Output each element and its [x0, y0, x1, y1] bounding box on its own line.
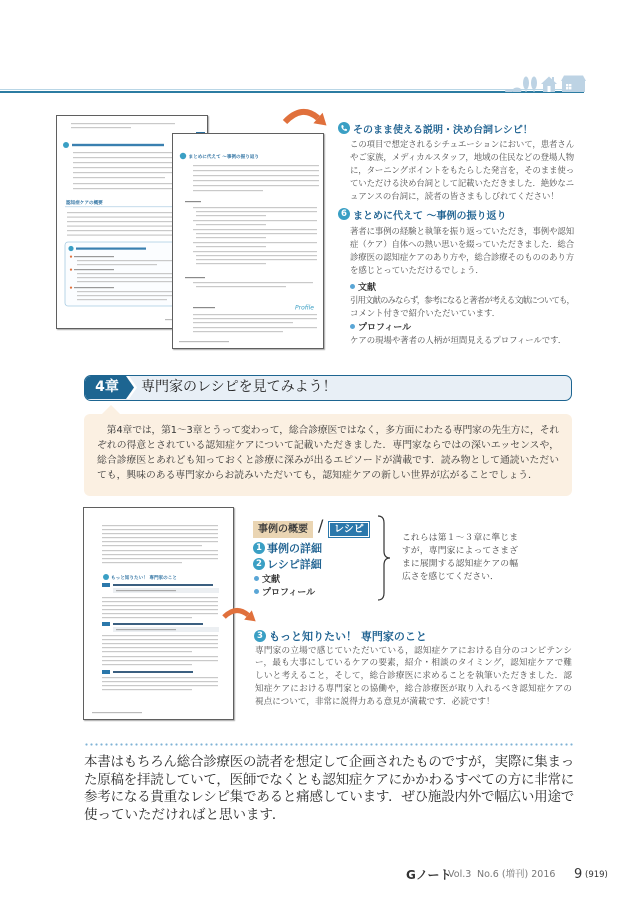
thumbnail-text-line: [196, 233, 317, 234]
thumbnail-text-line: [116, 629, 176, 630]
thumbnail-text-line: [193, 175, 319, 176]
thumbnail-text-line: [193, 180, 319, 181]
thumbnail-text-line: [102, 554, 218, 555]
structure-note: [402, 532, 518, 584]
thumbnail-text-line: [185, 277, 205, 278]
thumbnail-text-line: [102, 525, 218, 526]
summary-description-line: 著者に事例の経験と執筆を振り返っていただき，事例や認知: [350, 225, 574, 236]
bullet-dot-icon: [350, 324, 355, 329]
structure-bullet-profile: [254, 586, 315, 597]
thumbnail-question-bar: [113, 671, 193, 673]
thumbnail-text-line: [74, 256, 114, 257]
chapter-intro: [97, 423, 559, 483]
summary-description-line: を感じとっていただけるでしょう．: [350, 264, 484, 275]
structure-item-recipe-detail: [253, 557, 322, 571]
thumbnail-text-line: [102, 558, 218, 559]
thumbnail-text-line: [102, 609, 218, 610]
circled-number-icon: 1: [253, 542, 265, 554]
thumbnail-text-line: [77, 281, 177, 282]
arrow-body: [285, 112, 318, 122]
thumbnail-text-line: [102, 562, 182, 563]
thumbnail-text-line: [102, 541, 218, 542]
structure-note-line: まに展開する認知症ケアの幅: [402, 558, 518, 569]
closing-paragraph: [84, 754, 574, 824]
structure-bullet-label: 文献: [262, 575, 281, 585]
thumbnail-text-line: [102, 617, 192, 618]
curly-brace: [376, 515, 392, 601]
thumbnail-text-line: [193, 229, 317, 230]
bullet-dot-icon: [254, 589, 259, 594]
thumbnail-text-line: [193, 185, 319, 186]
thumbnail-text-line: [102, 550, 218, 551]
thumbnail-text-line: [102, 613, 218, 614]
thumbnail-text-line: [102, 605, 218, 606]
thumbnail-bullet: [70, 269, 72, 271]
structure-item-label: 事例の詳細: [267, 542, 322, 555]
recipe-description-line: に，ターニングポイントをもたらした発言を，そのまま使っ: [350, 164, 574, 175]
chapter-title: 専門家のレシピを見てみよう！: [141, 379, 337, 395]
thumbnail-text-line: [193, 165, 319, 166]
header-rule-light: [0, 89, 584, 90]
dotted-divider: [84, 743, 574, 746]
thumbnail-text-line: [196, 263, 266, 264]
circled-number-icon: 2: [253, 558, 265, 570]
references-bullet: [350, 281, 376, 292]
chapter-number: 4章: [95, 379, 119, 395]
thumbnail-text-line: [73, 177, 165, 178]
expert-description-line: 専門家の立場で感じていただいている，認知症ケアにおける自分のコンピテンシ: [255, 645, 572, 656]
thumbnail-text-line: [102, 685, 218, 686]
thumbnail-text-line: [102, 533, 218, 534]
thumbnail-text-line: [193, 220, 317, 221]
profile-title: プロフィール: [358, 323, 412, 333]
header-rule: [0, 91, 584, 93]
thumbnail-question-bar: [113, 584, 213, 586]
thumbnail-subheading: 認知症ケアの概要: [66, 201, 103, 206]
thumbnail-profile-label: Profile: [295, 304, 314, 312]
thumbnail-text-line: [102, 681, 218, 682]
thumbnail-text-line: [196, 246, 266, 247]
thumbnail-text-line: [116, 590, 176, 591]
expert-description: [255, 645, 572, 709]
thumbnail-text-line: [102, 639, 218, 640]
closing-line: 参考になる貴重なレシピ集であると痛感しています．ぜひ施設内外で幅広い用途で: [84, 789, 574, 805]
thumbnail-text-line: [193, 251, 317, 252]
thumbnail-text-line: [196, 211, 317, 212]
thumbnail-heading-bar: [72, 144, 164, 146]
thumbnail-text-line: [196, 286, 286, 287]
page-thumbnail-expert: [83, 507, 234, 720]
thumbnail-text-line: [102, 643, 218, 644]
journal-volume: Vol.3: [448, 869, 472, 880]
chapter-intro-line: 総合診療医とあれども知っておくと診療に深みが出るエピソードが満載です．読み物として通読いただい: [97, 454, 559, 466]
thumbnail-question-tag: [102, 583, 110, 587]
thumbnail-section-icon: [68, 246, 73, 251]
expert-heading: [254, 629, 427, 643]
structure-note-line: これらは第１～３章に準じま: [402, 532, 518, 543]
curved-arrow-icon: [280, 104, 336, 134]
thumbnail-text-line: [92, 712, 142, 713]
thumbnail-text-line: [193, 314, 317, 315]
structure-item-label: レシピ詳細: [267, 558, 322, 571]
chapter-header: [84, 375, 572, 401]
thumbnail-page-content: [84, 508, 233, 719]
thumbnail-heading-bar: [76, 248, 146, 250]
thumbnail-text-line: [196, 224, 266, 225]
thumbnail-section-icon: [63, 142, 69, 148]
thumbnail-text-line: [196, 255, 317, 256]
expert-title: もっと知りたい！ 専門家のこと: [269, 630, 427, 643]
expert-description-line: しいと考えること，そして，総合診療医に求めることを執筆いただきました．認: [255, 671, 572, 682]
expert-description-line: 視点について，非常に説得力ある意見が満載です．必読です！: [255, 696, 495, 707]
thumbnail-bullet: [70, 256, 72, 258]
profile-description: [350, 334, 574, 347]
summary-description: [350, 225, 574, 277]
thumbnail-text-line: [179, 341, 229, 342]
thumbnail-text-line: [102, 545, 202, 546]
summary-description-line: 症（ケア）自体への熱い思いを綴っていただきました．総合: [350, 238, 574, 249]
thumbnail-text-line: [193, 207, 317, 208]
structure-item-case-detail: [253, 541, 322, 555]
recipe-description-line: ュアンスの台詞に，読者の皆さまもしびれてください！: [350, 190, 559, 201]
thumbnail-text-line: [102, 635, 218, 636]
thumbnail-text-line: [193, 242, 317, 243]
thumbnail-page-content: [173, 134, 323, 348]
thumbnail-bullet: [70, 287, 72, 289]
thumbnail-text-line: [193, 282, 313, 283]
recipe-badge: レシピ: [328, 521, 370, 538]
thumbnail-text-line: [73, 188, 173, 189]
thumbnail-text-line: [196, 215, 266, 216]
case-overview-badge: 事例の概要: [253, 521, 313, 538]
structure-note-line: すが，専門家によってさまざ: [402, 545, 518, 556]
journal-name: Gノート: [406, 868, 452, 882]
thumbnail-text-line: [185, 201, 201, 202]
thumbnail-text-line: [102, 597, 218, 598]
thumbnail-heading: もっと知りたい！ 専門家のこと: [111, 575, 177, 581]
thumbnail-text-line: [102, 647, 218, 648]
bullet-dot-icon: [254, 576, 259, 581]
skyline-shapes: [505, 76, 586, 93]
arrow-body: [224, 610, 248, 617]
thumbnail-text-line: [67, 235, 177, 236]
total-page-number: (919): [585, 870, 608, 880]
thumbnail-text-line: [102, 656, 218, 657]
thumbnail-text-line: [193, 327, 317, 328]
recipe-description-line: やご家族，メディカルスタッフ，地域の住民などの登場人物: [350, 151, 574, 162]
profile-description-line: ケアの現場や著者の人柄が垣間見えるプロフィールです．: [350, 334, 567, 345]
page-thumbnail-summary: [172, 133, 324, 349]
thumbnail-text-line: [193, 331, 283, 332]
closing-line: た原稿を拝読していて，医師でなくとも認知症ケアにかかわるすべての方に非常に: [84, 771, 574, 788]
thumbnail-text-line: [102, 651, 192, 652]
thumbnail-text-line: [193, 190, 263, 191]
recipe-heading: [338, 121, 533, 135]
thumbnail-text-line: [77, 264, 157, 265]
references-title: 文献: [358, 283, 377, 293]
thumbnail-text-line: [102, 537, 218, 538]
thumbnail-text-line: [74, 269, 114, 270]
thumbnail-question-tag: [102, 670, 110, 674]
thumbnail-heading: まとめに代えて ～事例の振り返り: [188, 155, 260, 160]
circled-number-icon: 6: [338, 208, 350, 220]
thumbnail-text-line: [102, 529, 218, 530]
references-description: [350, 294, 574, 320]
thumbnail-text-line: [102, 664, 192, 665]
journal-issue: No.6 (増刊) 2016: [477, 869, 556, 880]
thumbnail-text-line: [196, 259, 317, 260]
page-number: 9: [574, 867, 583, 882]
phone-icon: [338, 122, 350, 134]
profile-bullet: [350, 321, 411, 332]
thumbnail-section-icon: [180, 153, 186, 159]
thumbnail-text-line: [193, 307, 215, 308]
structure-note-line: 広さを感じてください．: [402, 571, 499, 582]
recipe-description-line: この項目で想定されるシチュエーションにおいて，患者さん: [350, 138, 574, 149]
thumbnail-text-line: [77, 299, 167, 300]
thumbnail-question-bar: [113, 623, 203, 625]
structure-bullet-references: [254, 573, 280, 584]
summary-description-line: 診療医の認知症ケアのあり方や，総合診療そのもののあり方: [350, 251, 574, 262]
closing-line: 本書はもちろん総合診療医の読者を想定して企画されたものですが，実際に集まっ: [84, 754, 574, 770]
thumbnail-text-line: [71, 127, 131, 128]
thumbnail-text-line: [102, 689, 192, 690]
circled-number-icon: 3: [254, 630, 266, 642]
chapter-intro-line: ぞれの得意とされている認知症ケアについて記載いただきました．専門家ならではの深いエッセンスや，: [97, 439, 559, 451]
thumbnail-text-line: [196, 237, 266, 238]
chapter-intro-line: ても，興味のある専門家からお読みいただいても，認知症ケアの新しい世界が広がることでしょう．: [97, 469, 538, 481]
structure-bullet-label: プロフィール: [262, 588, 316, 598]
thumbnail-question-tag: [102, 622, 110, 626]
town-skyline-icon: [503, 75, 587, 92]
expert-description-line: 知症ケアにおける専門家との協働や，総合診療医が取り入れるべき認知症ケアの: [255, 683, 572, 694]
references-description-line: コメント付きで紹介いただいています．: [350, 307, 501, 318]
thumbnail-text-line: [102, 660, 218, 661]
thumbnail-text-line: [74, 287, 114, 288]
thumbnail-text-line: [71, 123, 175, 124]
thumbnail-text-line: [102, 601, 218, 602]
thumbnail-text-line: [193, 322, 293, 323]
summary-title: まとめに代えて ～事例の振り返り: [353, 210, 507, 222]
bullet-dot-icon: [350, 284, 355, 289]
thumbnail-section-icon: [103, 574, 109, 580]
recipe-description: [350, 138, 574, 203]
curved-arrow-icon: [220, 603, 260, 629]
thumbnail-text-line: [193, 318, 317, 319]
intro-pointer: [102, 405, 120, 414]
chapter-intro-line: 第4章では，第1～3章とうって変わって，総合診療医ではなく，多方面にわたる専門家の先生方に，それ: [106, 424, 559, 436]
thumbnail-text-line: [102, 677, 218, 678]
expert-description-line: ー，最も大事にしているケアの要素，紹介・相談のタイミング，認知症ケアで難: [255, 658, 572, 669]
recipe-description-line: ていただける決め台詞として記載いただきました．絶妙なニ: [350, 177, 574, 188]
references-description-line: 引用文献のみならず，参考になると著者が考える文献についても，: [350, 294, 574, 305]
separator-slash: /: [318, 516, 324, 535]
recipe-title: そのまま使える説明・決め台詞レシピ！: [353, 124, 533, 136]
thumbnail-text-line: [193, 170, 319, 171]
closing-line: 使っていただければと思います．: [84, 806, 286, 823]
summary-heading: [338, 207, 506, 221]
